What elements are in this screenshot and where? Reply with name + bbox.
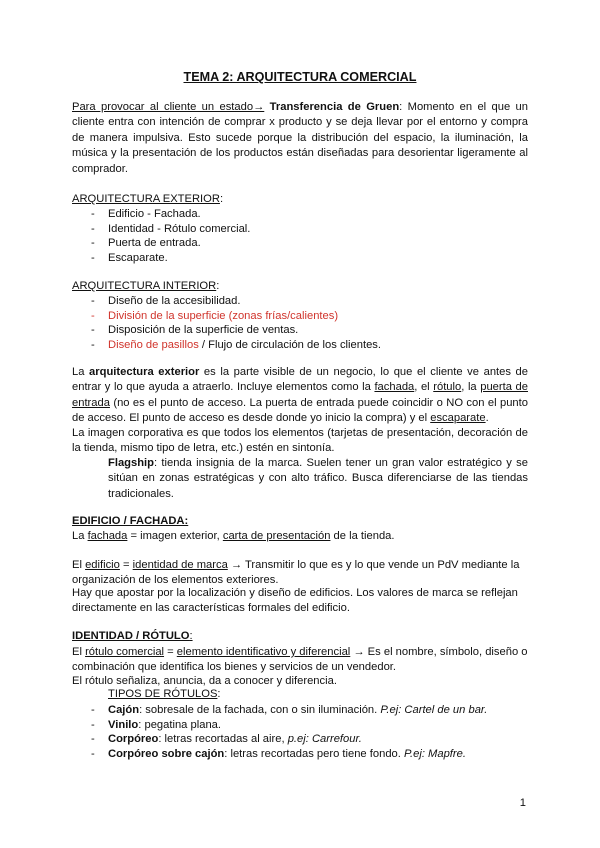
list-item: - Puerta de entrada. bbox=[72, 236, 250, 251]
exterior-list bbox=[72, 207, 250, 265]
text-run: Corpóreo sobre cajón bbox=[108, 747, 225, 760]
intro-paragraph bbox=[72, 100, 528, 177]
text-run: elemento identificativo y diferencial bbox=[176, 646, 351, 658]
flagship-text: : tienda insignia de la marca. Suelen tener un gran valor estratégico y se sitúan en zonas estratégicas y con alto tráfico. Busca diferenciarse de las tiendas tradicionales. bbox=[108, 457, 528, 500]
interior-heading bbox=[72, 279, 528, 294]
text-run: fachada bbox=[374, 381, 415, 394]
text-run: P.ej: Cartel de un bar. bbox=[380, 704, 488, 716]
text-run: arquitectura exterior bbox=[89, 366, 200, 378]
text-run: → Es el nombre, símbolo, diseño o combinación que identifica los bienes y servicios de un vendedor. bbox=[72, 646, 528, 674]
text-run: P.ej: Mapfre. bbox=[403, 747, 466, 760]
text-run: , la bbox=[461, 381, 481, 394]
text-run: edificio bbox=[85, 559, 120, 571]
item4-red-text: Diseño de pasillos bbox=[108, 338, 199, 351]
text-run: : letras recortadas al aire, bbox=[158, 733, 288, 746]
text-run: El bbox=[72, 646, 86, 658]
exterior-heading bbox=[72, 192, 528, 207]
page-title: TEMA 2: ARQUITECTURA COMERCIAL bbox=[183, 70, 417, 84]
text-run: = imagen exterior, bbox=[127, 530, 223, 542]
text-run: , el bbox=[414, 381, 434, 394]
interior-heading-text: ARQUITECTURA INTERIOR bbox=[72, 280, 217, 292]
text-run: : letras recortadas pero tiene fondo. bbox=[224, 747, 404, 760]
tipos-list bbox=[72, 703, 487, 761]
text-run: : pegatina plana. bbox=[138, 718, 221, 731]
rotulo-paragraph bbox=[72, 645, 528, 676]
list-item: - Edificio - Fachada. bbox=[72, 207, 250, 222]
text-run: → Transmitir lo que es y lo que vende un PdV mediante la organización de los elementos exteriores. bbox=[72, 559, 520, 587]
rotulo-senaliza: El rótulo señaliza, anuncia, da a conocer y diferencia. bbox=[72, 675, 337, 687]
text-run: Corpóreo bbox=[108, 733, 159, 746]
list-item bbox=[72, 718, 487, 733]
flagship-term: Flagship bbox=[108, 457, 154, 469]
list-item: - División de la superficie (zonas frías/calientes) bbox=[72, 309, 381, 324]
list-item bbox=[72, 703, 487, 718]
interior-heading-colon: : bbox=[216, 280, 220, 292]
text-run: de la tienda. bbox=[330, 530, 395, 542]
tipos-heading-text: TIPOS DE RÓTULOS bbox=[108, 688, 218, 700]
identidad-heading-text: IDENTIDAD / RÓTULO bbox=[72, 630, 190, 642]
text-run: es la parte visible de un negocio, lo que el cliente ve antes de entrar y lo que ayuda a atraerlo. Incluye elementos como la bbox=[72, 366, 528, 394]
corporate-paragraph: La imagen corporativa es que todos los elementos (tarjetas de presentación, decoración de la tienda, mismo tipo de letra, etc.) estén en sintonía. bbox=[72, 427, 528, 455]
tipos-heading-colon: : bbox=[217, 688, 221, 700]
text-run: Vinilo bbox=[108, 718, 139, 731]
text-run: : sobresale de la fachada, con o sin iluminación. bbox=[139, 704, 381, 716]
item4-rest-text: / Flujo de circulación de los clientes. bbox=[198, 338, 381, 351]
text-run: Cajón bbox=[108, 704, 140, 716]
edificio-line bbox=[72, 558, 528, 589]
text-run: (no es el punto de acceso. La puerta de entrada puede coincidir o NO con el punto de acceso. El punto de acceso es desde donde yo inicio la compra) y el bbox=[72, 396, 528, 425]
flagship-paragraph bbox=[108, 456, 528, 502]
text-run: escaparate bbox=[430, 412, 486, 425]
list-item bbox=[72, 338, 381, 353]
exterior-paragraph bbox=[72, 365, 528, 427]
text-run: . bbox=[485, 412, 489, 425]
text-run: La bbox=[72, 366, 90, 378]
text-run: rótulo bbox=[433, 381, 462, 394]
localizacion-paragraph: Hay que apostar por la localización y diseño de edificios. Los valores de marca se reflejan directamente en las características formales del edificio. bbox=[72, 587, 518, 615]
interior-list bbox=[72, 294, 381, 352]
edificio-heading: EDIFICIO / FACHADA: bbox=[72, 515, 189, 527]
fachada-line bbox=[72, 529, 528, 544]
text-run: La bbox=[72, 530, 88, 542]
list-item bbox=[72, 732, 487, 747]
list-item: - Disposición de la superficie de ventas. bbox=[72, 323, 381, 338]
text-run: El bbox=[72, 559, 86, 571]
tipos-heading bbox=[108, 688, 221, 700]
intro-text: : Momento en el que un cliente entra con intención de comprar x producto y se deja llevar por el entorno y compra de manera impulsiva. Esto sucede porque la distribución del espacio, la iluminación, la música y la presentación de los productos están diseñadas para desorientar ligeramente al comprador. bbox=[72, 101, 529, 175]
exterior-heading-text: ARQUITECTURA EXTERIOR bbox=[72, 193, 220, 205]
intro-lead: Para provocar al cliente un estado→ bbox=[72, 101, 265, 113]
list-item: - Escaparate. bbox=[72, 251, 250, 266]
text-run: rótulo comercial bbox=[85, 646, 165, 658]
text-run: fachada bbox=[87, 530, 128, 542]
text-run: = bbox=[164, 646, 177, 658]
identidad-heading-colon: : bbox=[189, 630, 193, 642]
text-run: carta de presentación bbox=[222, 530, 331, 542]
page-number: 1 bbox=[519, 797, 526, 809]
text-run: p.ej: Carrefour. bbox=[287, 733, 362, 746]
identidad-heading bbox=[72, 630, 193, 642]
list-item: - Diseño de la accesibilidad. bbox=[72, 294, 381, 309]
list-item bbox=[72, 747, 487, 762]
text-run: puerta de entrada bbox=[72, 381, 528, 409]
intro-term: Transferencia de Gruen bbox=[269, 101, 400, 113]
text-run: identidad de marca bbox=[132, 559, 228, 571]
text-run: = bbox=[119, 559, 133, 571]
exterior-heading-colon: : bbox=[219, 193, 224, 205]
list-item: - Identidad - Rótulo comercial. bbox=[72, 222, 250, 237]
